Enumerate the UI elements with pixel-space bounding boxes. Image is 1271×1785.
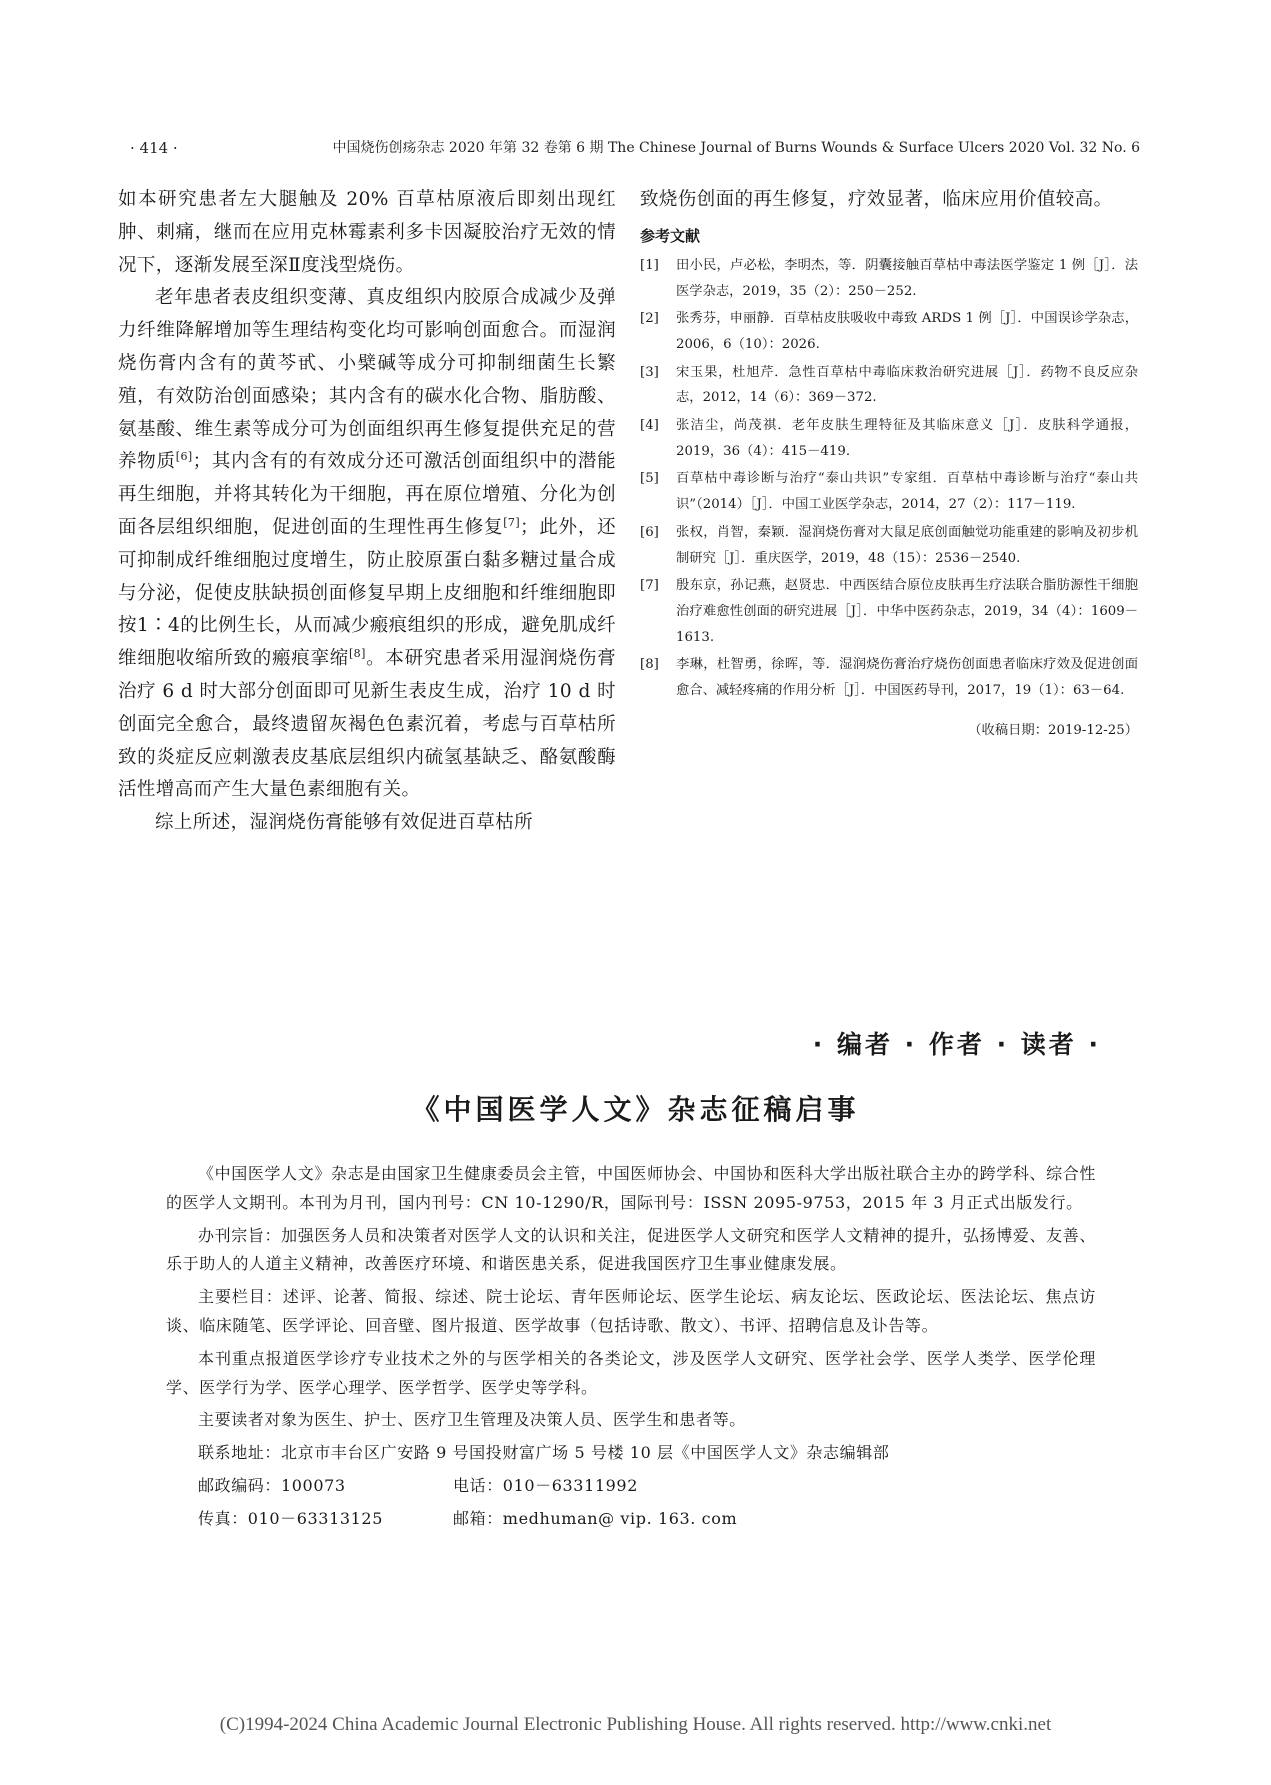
notice-paragraph: 主要栏目：述评、论著、简报、综述、院士论坛、青年医师论坛、医学生论坛、病友论坛、医政论坛、医法论坛、焦点访谈、临床随笔、医学评论、回音壁、图片报道、医学故事（包括诗歌、散文）、书评、招聘信息及讣告等。 — [166, 1287, 1096, 1335]
received-date: （收稿日期：2019-12-25） — [968, 722, 1138, 738]
reference-text: 张洁尘，尚茂祺．老年皮肤生理特征及其临床意义［J］．皮肤科学通报，2019，36（4）：415－419. — [676, 418, 1138, 459]
reference-text: 田小民，卢必松，李明杰，等．阴囊接触百草枯中毒法医学鉴定 1 例［J］．法医学杂志，2019，35（2）：250－252. — [676, 257, 1138, 299]
call-for-papers — [166, 1160, 1096, 1538]
paragraph-2-part-d: 。本研究患者采用湿润烧伤膏治疗 6 d 时大部分创面即可见新生表皮生成，治疗 10 d 时创面完全愈合，最终遗留灰褐色色素沉着，考虑与百草枯所致的炎症反应刺激表皮基底层组织内硫氢基缺乏、酪氨酸酶活性增高而产生大量色素细胞有关。 — [118, 648, 616, 801]
reference-text: 张权，肖智，秦颖．湿润烧伤膏对大鼠足底创面触觉功能重建的影响及初步机制研究［J］．重庆医学，2019，48（15）：2536－2540. — [676, 524, 1138, 566]
journal-citation: 中国烧伤创疡杂志 2020 年第 32 卷第 6 期 The Chinese Journal of Burns Wounds & Surface Ulcers 2020 Vol. 32 No. 6 — [332, 140, 1140, 156]
notice-paragraph: 《中国医学人文》杂志是由国家卫生健康委员会主管，中国医师协会、中国协和医科大学出版社联合主办的跨学科、综合性的医学人文期刊。本刊为月刊，国内刊号：CN 10-1290/R，国际刊号：ISSN 2095-9753，2015 年 3 月正式出版发行。 — [166, 1164, 1096, 1212]
reference-text: 百草枯中毒诊断与治疗“泰山共识”专家组．百草枯中毒诊断与治疗“泰山共识”（2014）［J］．中国工业医学杂志，2014，27（2）：117－119. — [676, 471, 1138, 513]
contact-row — [166, 1472, 1096, 1501]
reference-number: [4] — [640, 418, 659, 434]
running-header — [130, 138, 1140, 158]
paragraph-3: 综上所述，湿润烧伤膏能够有效促进百草枯所 — [155, 812, 534, 834]
citation-6: [6] — [175, 450, 193, 464]
reference-item — [640, 413, 1138, 464]
citation-8: [8] — [348, 647, 366, 660]
reference-number: [6] — [640, 524, 659, 540]
reference-item — [640, 306, 1138, 357]
reference-text: 殷东京，孙记燕，赵贤忠．中西医结合原位皮肤再生疗法联合脂肪源性干细胞治疗难愈性创面的研究进展［J］．中华中医药杂志，2019，34（4）：1609－1613. — [676, 578, 1138, 645]
reference-text: 宋玉果，杜旭芹．急性百草枯中毒临床救治研究进展［J］．药物不良反应杂志，2012，14（6）：369－372. — [676, 364, 1138, 406]
reference-text: 李琳，杜智勇，徐晖，等．湿润烧伤膏治疗烧伤创面患者临床疗效及促进创面愈合、减轻疼痛的作用分析［J］．中国医药导刊，2017，19（1）：63－64. — [676, 657, 1138, 699]
notice-title: 《中国医学人文》杂志征稿启事 — [411, 1093, 860, 1126]
reference-list — [640, 253, 1138, 704]
reference-item — [640, 466, 1138, 517]
reference-item — [640, 652, 1138, 703]
paragraph-2-part-b: ；其内含有的有效成分还可激活创面组织中的潜能再生细胞，并将其转化为干细胞，再在原位增殖、分化为创面各层组织细胞，促进创面的生理性再生修复 — [118, 451, 616, 538]
contact-row — [166, 1505, 1096, 1534]
reference-item — [640, 520, 1138, 571]
reference-number: [8] — [640, 657, 659, 673]
paragraph-2-part-a: 老年患者表皮组织变薄、真皮组织内胶原合成减少及弹力纤维降解增加等生理结构变化均可影响创面愈合。而湿润烧伤膏内含有的黄芩甙、小檗碱等成分可抑制细菌生长繁殖，有效防治创面感染；其内含有的碳水化合物、脂肪酸、氨基酸、维生素等成分可为创面组织再生修复提供充足的营养物质 — [118, 287, 616, 473]
reference-number: [2] — [640, 311, 659, 327]
contact-address: 联系地址：北京市丰台区广安路 9 号国投财富广场 5 号楼 10 层《中国医学人文》杂志编辑部 — [198, 1443, 890, 1463]
phone: 电话：010－63311992 — [453, 1475, 638, 1495]
fax: 传真：010－63313125 — [198, 1508, 383, 1528]
reference-number: [3] — [640, 364, 659, 380]
notice-paragraph: 主要读者对象为医生、护士、医疗卫生管理及决策人员、医学生和患者等。 — [198, 1410, 746, 1430]
reference-text: 张秀芬，申丽静．百草枯皮肤吸收中毒致 ARDS 1 例［J］．中国误诊学杂志，2006，6（10）：2026. — [676, 311, 1138, 352]
references-heading: 参考文献 — [640, 226, 701, 245]
paragraph-2 — [118, 282, 616, 807]
citation-7: [7] — [503, 515, 521, 529]
reference-number: [1] — [640, 257, 659, 273]
conclusion-continuation: 致烧伤创面的再生修复，疗效显著，临床应用价值较高。 — [640, 189, 1113, 210]
reference-number: [5] — [640, 471, 659, 487]
page-number: · 414 · — [130, 139, 178, 157]
paragraph-1: 如本研究患者左大腿触及 20% 百草枯原液后即刻出现红肿、刺痛，继而在应用克林霉素利多卡因凝胶治疗无效的情况下，逐渐发展至深Ⅱ度浅型烧伤。 — [118, 189, 616, 276]
paragraph-2-part-c: ；此外，还可抑制成纤维细胞过度增生，防止胶原蛋白黏多糖过量合成与分泌，促使皮肤缺损创面修复早期上皮细胞和纤维细胞即按1∶4的比例生长，从而减少瘢痕组织的形成，避免肌成纤维细胞收缩所致的瘢痕挛缩 — [118, 516, 616, 670]
email: 邮箱：medhuman@ vip. 163. com — [453, 1508, 738, 1528]
left-column — [118, 184, 616, 840]
section-tag: · 编者 · 作者 · 读者 · — [812, 1030, 1101, 1059]
reference-number: [7] — [640, 578, 659, 594]
reference-item — [640, 573, 1138, 650]
right-column — [640, 184, 1138, 742]
reference-item — [640, 253, 1138, 304]
postcode: 邮政编码：100073 — [198, 1475, 346, 1495]
notice-paragraph: 办刊宗旨：加强医务人员和决策者对医学人文的认识和关注，促进医学人文研究和医学人文精神的提升，弘扬博爱、友善、乐于助人的人道主义精神，改善医疗环境、和谐医患关系，促进我国医疗卫生事业健康发展。 — [166, 1225, 1096, 1274]
reference-item — [640, 360, 1138, 411]
notice-paragraph: 本刊重点报道医学诊疗专业技术之外的与医学相关的各类论文，涉及医学人文研究、医学社会学、医学人类学、医学伦理学、医学行为学、医学心理学、医学哲学、医学史等学科。 — [166, 1348, 1096, 1397]
copyright-footer: (C)1994-2024 China Academic Journal Electronic Publishing House. All rights reserved. http://www.cnki.net — [219, 1714, 1052, 1735]
